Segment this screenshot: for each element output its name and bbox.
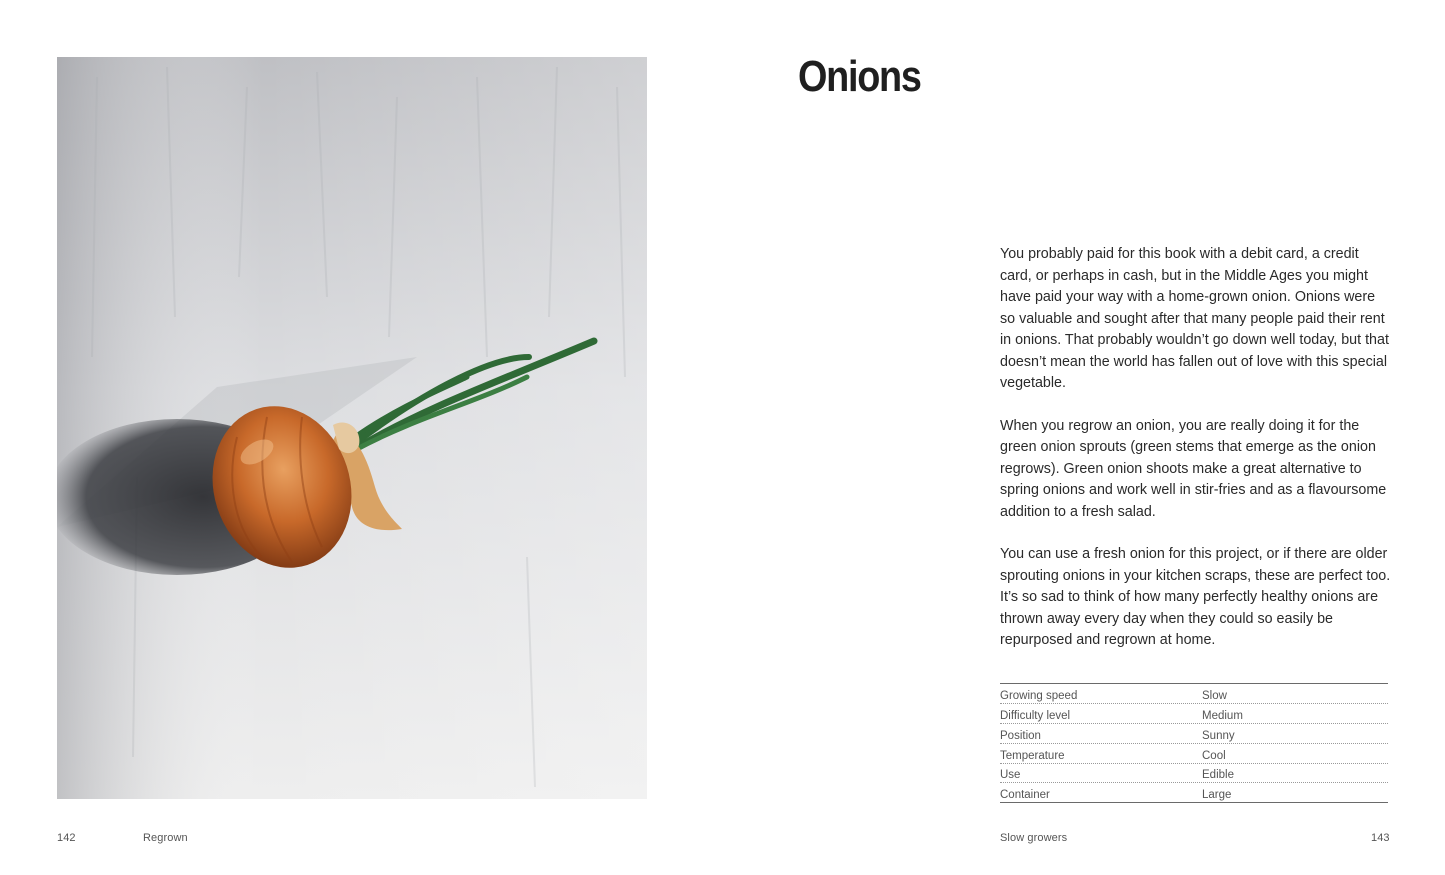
fact-row-use	[1000, 764, 1388, 784]
fact-row-difficulty-level	[1000, 704, 1388, 724]
fact-value: Cool	[1202, 749, 1226, 762]
fact-value: Medium	[1202, 709, 1243, 722]
onion-illustration	[57, 57, 647, 799]
left-page-number: 142	[57, 832, 76, 844]
fact-label: Difficulty level	[1000, 709, 1071, 722]
fact-value: Sunny	[1202, 729, 1235, 742]
fact-label: Use	[1000, 769, 1021, 782]
fact-label: Position	[1000, 729, 1041, 742]
fact-row-growing-speed	[1000, 684, 1388, 704]
fact-row-position	[1000, 724, 1388, 744]
fact-row-temperature	[1000, 744, 1388, 764]
fact-value: Slow	[1202, 689, 1227, 702]
fact-label: Growing speed	[1000, 689, 1078, 702]
fact-label: Temperature	[1000, 749, 1065, 762]
article-body	[1000, 244, 1392, 673]
right-running-head: Slow growers	[1000, 832, 1068, 844]
growing-facts-table	[1000, 683, 1388, 803]
right-page-number: 143	[1371, 832, 1390, 844]
fact-row-container	[1000, 783, 1388, 802]
paragraph-3: You can use a fresh onion for this project, or if there are older sprouting onions in your kitchen scraps, these are perfect too. It’s so sad to think of how many perfectly healthy onions are thrown away every day when they could so easily be repurposed and regrown at home.	[1000, 546, 1391, 648]
paragraph-1: You probably paid for this book with a debit card, a credit card, or perhaps in cash, but in the Middle Ages you might have paid your way with a home-grown onion. Onions were so valuable and sought after that many people paid their rent in onions. That probably wouldn’t go down well today, but that doesn’t mean the world has fallen out of love with this special vegetable.	[1000, 246, 1389, 391]
page-title: Onions	[798, 52, 921, 101]
paragraph-2: When you regrow an onion, you are really doing it for the green onion sprouts (green stems that emerge as the onion regrows). Green onion shoots make a great alternative to spring onions and work well in stir-fries and as a flavoursome addition to a fresh salad.	[1000, 417, 1387, 520]
fact-value: Edible	[1202, 769, 1234, 782]
fact-value: Large	[1202, 789, 1232, 802]
left-running-head: Regrown	[143, 832, 188, 844]
sprouting-onion-photo	[57, 57, 647, 799]
fact-label: Container	[1000, 789, 1050, 802]
